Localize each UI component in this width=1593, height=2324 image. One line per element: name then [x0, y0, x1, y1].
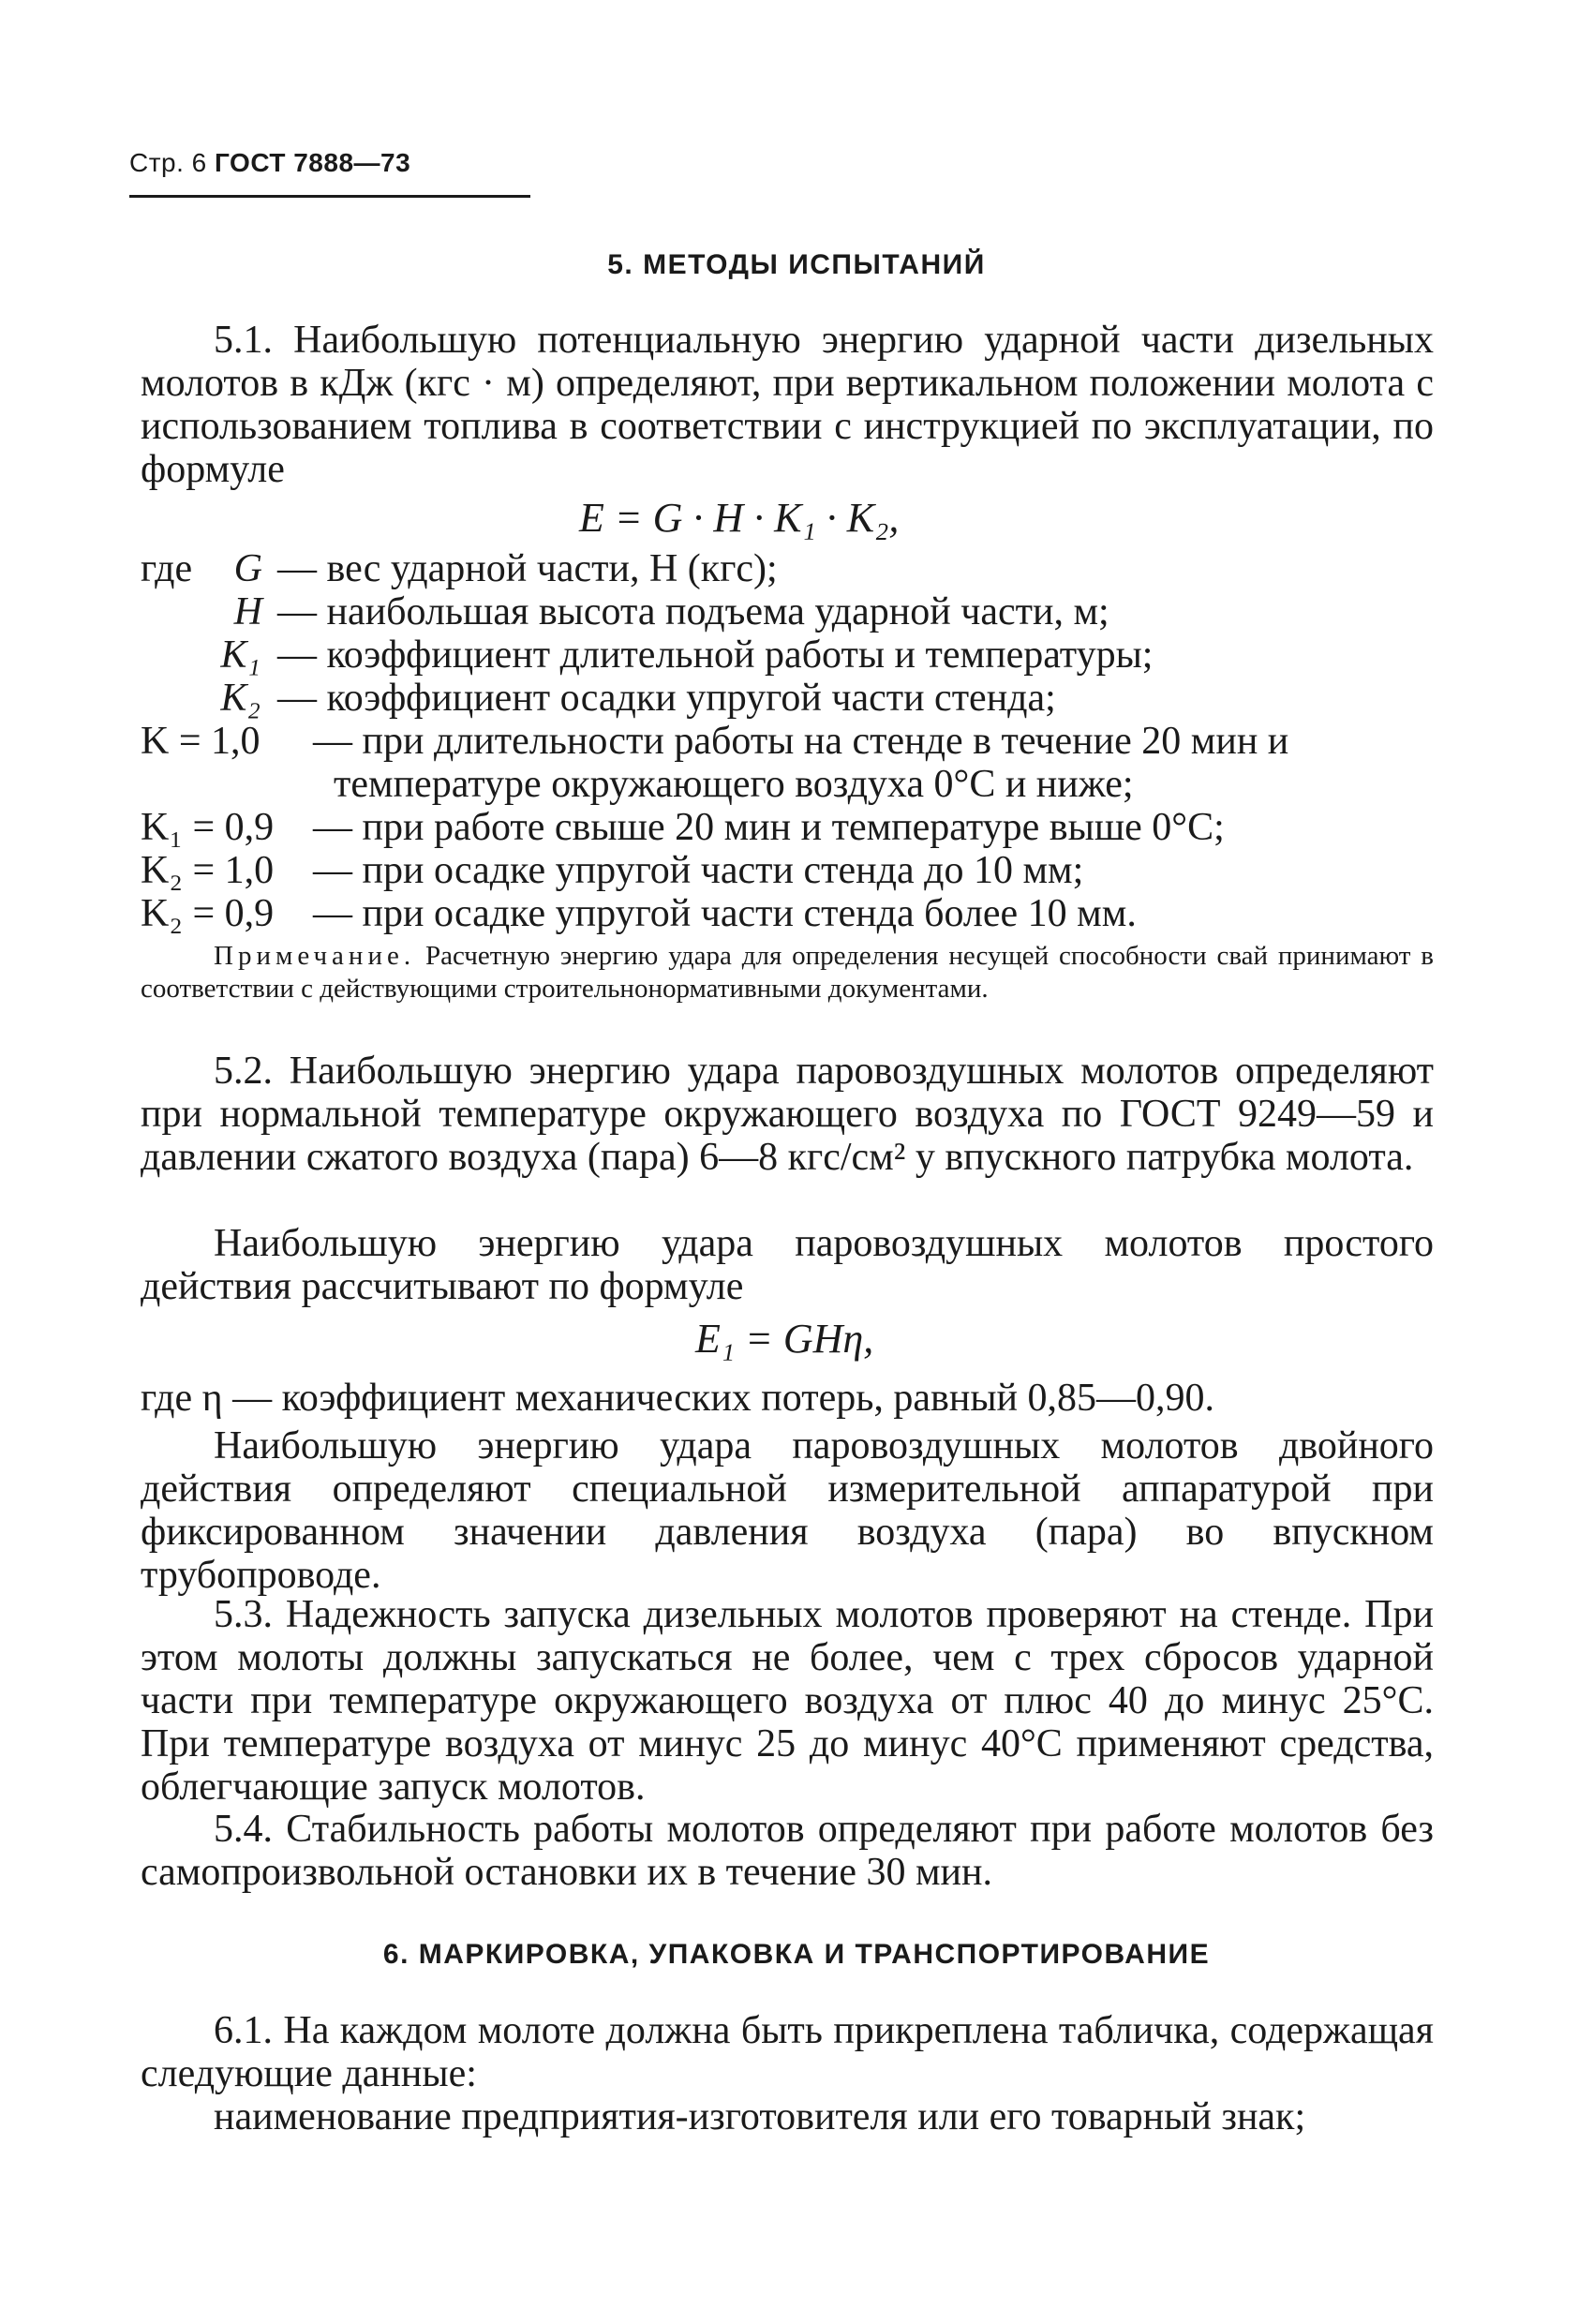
- paragraph-5-4: 5.4. Стабильность работы молотов определяют при работе молотов без самопроизвольной остановки их в течение 30 мин.: [141, 1808, 1434, 1894]
- def-symbol-k2-1-0: K₂ = 1,0: [141, 849, 275, 892]
- def-symbol-h: H: [233, 590, 262, 633]
- formula-energy: E = G · H · K₁ · K₂,: [579, 495, 900, 541]
- def-text-k2: — коэффициент осадки упругой части стенда;: [277, 677, 1056, 720]
- def-symbol-k1-0-9: K₁ = 0,9: [141, 806, 275, 849]
- note: [141, 940, 1434, 1006]
- def-text-h: — наибольшая высота подъема ударной части, м;: [277, 590, 1109, 633]
- paragraph-5-2-simple-action: Наибольшую энергию удара паровоздушных молотов простого действия рассчитывают по формуле: [141, 1222, 1434, 1308]
- note-text: Расчетную энергию удара для определения несущей способности свай принимают в соответствии с действующими строительнонормативными документами.: [141, 941, 1434, 1004]
- where-label: где: [141, 547, 193, 590]
- section-6-title: 6. МАРКИРОВКА, УПАКОВКА И ТРАНСПОРТИРОВАНИЕ: [382, 1939, 1211, 1970]
- page-number: Стр. 6: [129, 148, 207, 177]
- def-symbol-k2-0-9: K₂ = 0,9: [141, 892, 275, 935]
- paragraph-5-1: 5.1. Наибольшую потенциальную энергию ударной части дизельных молотов в кДж (кгс · м) определяют, при вертикальном положении молота с использованием топлива в соответствии с инструкцией по эксплуатации, по формуле: [141, 319, 1434, 491]
- def-text-k2-0-9: — при осадке упругой части стенда более 10 мм.: [313, 892, 1137, 935]
- paragraph-5-2: 5.2. Наибольшую энергию удара паровоздушных молотов определяют при нормальной температуре окружающего воздуха по ГОСТ 9249—59 и давлении сжатого воздуха (пара) 6—8 кгс/см² у впускного патрубка молота.: [141, 1050, 1434, 1179]
- note-label: Примечание.: [214, 941, 416, 971]
- header-rule: [129, 195, 530, 198]
- def-text-k2-1-0: — при осадке упругой части стенда до 10 мм;: [313, 849, 1084, 892]
- paragraph-5-3: 5.3. Надежность запуска дизельных молотов проверяют на стенде. При этом молоты должны запускаться не более, чем с трех сбросов ударной части при температуре окружающего воздуха от плюс 40 до минус 25°С. При температуре воздуха от минус 25 до минус 40°С применяют средства, облегчающие запуск молотов.: [141, 1593, 1434, 1809]
- section-5-title: 5. МЕТОДЫ ИСПЫТАНИЙ: [607, 249, 986, 280]
- def-symbol-k-1-0: K = 1,0: [141, 720, 261, 763]
- def-text-k1: — коэффициент длительной работы и температуры;: [277, 633, 1154, 677]
- def-symbol-g: G: [233, 547, 262, 590]
- def-text-k-1-0-cont: температуре окружающего воздуха 0°С и ниже;: [334, 763, 1134, 806]
- page-header: [129, 148, 410, 178]
- paragraph-6-1: 6.1. На каждом молоте должна быть прикреплена табличка, содержащая следующие данные:: [141, 2009, 1434, 2095]
- def-text-k1-0-9: — при работе свыше 20 мин и температуре выше 0°С;: [313, 806, 1225, 849]
- paragraph-6-1-item: наименование предприятия-изготовителя или его товарный знак;: [214, 2095, 1306, 2138]
- standard-number: ГОСТ 7888—73: [215, 148, 411, 177]
- def-text-g: — вес ударной части, Н (кгс);: [277, 547, 778, 590]
- def-symbol-k1: K₁: [220, 633, 261, 677]
- eta-definition: где η — коэффициент механических потерь, равный 0,85—0,90.: [141, 1377, 1215, 1420]
- def-symbol-k2: K₂: [220, 677, 261, 720]
- formula-energy-steam: E₁ = GHη,: [695, 1316, 874, 1362]
- def-text-k-1-0: — при длительности работы на стенде в течение 20 мин и: [313, 720, 1289, 763]
- paragraph-5-2-double-action: Наибольшую энергию удара паровоздушных молотов двойного действия определяют специальной измерительной аппаратурой при фиксированном значении давления воздуха (пара) во впускном трубопроводе.: [141, 1424, 1434, 1597]
